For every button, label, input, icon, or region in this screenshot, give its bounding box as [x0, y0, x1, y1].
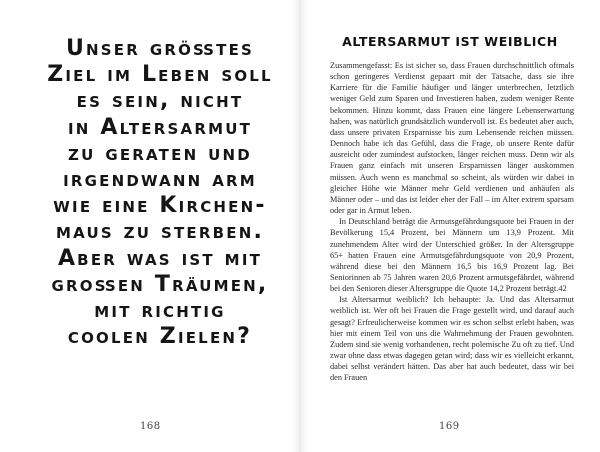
body-text	[330, 60, 574, 384]
chapter-title: ALTERSARMUT IST WEIBLICH	[342, 34, 558, 49]
right-page	[300, 0, 600, 452]
quote-line: wie eine Kirchen-	[53, 193, 267, 219]
paragraph: Zusammengefasst: Es ist sicher so, dass Frauen durchschnittlich oftmals schon geringeres Verdienst gepaart mit der Tatsache, dass sie ihre Karriere für die Familie häufiger und länger unterbrechen, letztlich weniger Geld zum Sparen und Investieren haben, zudem weniger Rente bekommen. Hinzu kommt, dass Frauen eine längere Lebenserwartung haben, was natürlich grundsätzlich wundervoll ist. Es bedeutet aber auch, dass unsere privaten Ersparnisse bis zum Lebensende reichen müssen. Dennoch habe ich das Gefühl, dass die Frage, ob unsere Rente dafür ausreicht oder zumindest aufstocken, länger reichen muss. Denn wir als Frauen ganz einfach mit unseren Ersparnissen länger auskommen müssen. Auch wenn es manchmal so scheint, als würden wir dabei in gleicher Höhe wie Männer mehr Geld verdienen und anhäufen als Männer oder – und das ist leider eher der Fall – im Alter extrem sparsam oder gar in Armut leben.	[330, 61, 574, 216]
paragraph: Ist Altersarmut weiblich? Ich behaupte: Ja. Und das Altersarmut weiblich ist. Wer oft bei Frauen die Frage gestellt wird, und darauf auch gesagt? Erfreulicherweise kommen wir es schon selbst erlebt haben, was hier mit einem Teil von uns die Wahrnehmung der Frauen gewohnten. Zudem sind sie wenig vorhandenen, recht polemische Zu oft zu tief. Und zwar ohne dass etwas dagegen getan wird; dass wir es vielleicht erkannt, dabei selbst verändert hätten. Das aber hat auch bedeutet, dass wir bei den Frauen	[330, 295, 574, 383]
page-number-left: 168	[140, 421, 161, 432]
page-number-right: 169	[439, 421, 460, 432]
quote-line: Ziel im Leben soll	[47, 62, 273, 88]
quote-line: in Altersarmut	[67, 114, 253, 140]
quote-line: Unser größtes	[65, 36, 255, 61]
quote-line: Aber was ist mit	[57, 245, 263, 271]
quote-line: großen Träumen,	[51, 271, 269, 297]
quote-line: coolen Zielen?	[67, 324, 253, 350]
pull-quote	[40, 36, 280, 350]
quote-line: irgendwann arm	[63, 167, 257, 193]
quote-line: maus zu sterben.	[55, 219, 265, 245]
quote-line: zu geraten und	[68, 140, 252, 166]
quote-line: mit richtig	[94, 298, 226, 324]
quote-line: es sein, nicht	[76, 88, 244, 114]
paragraph: In Deutschland beträgt die Armutsgefährdungsquote bei Frauen in der Bevölkerung 15,4 Prozent, bei Männern um 13,9 Prozent. Mit zunehmendem Alter wird der Unterschied größer. In der Altersgruppe 65+ hatten Frauen eine Armutsgefährdungsquote von 20,9 Prozent, während diese bei den Männern 16,5 bis 16,9 Prozent lag. Bei Seniorinnen ab 75 Jahren waren 20,6 Prozent armutsgefährdet, während bei den Senioren dieser Altersgruppe die Quote 14,2 Prozent beträgt.42	[330, 217, 574, 294]
